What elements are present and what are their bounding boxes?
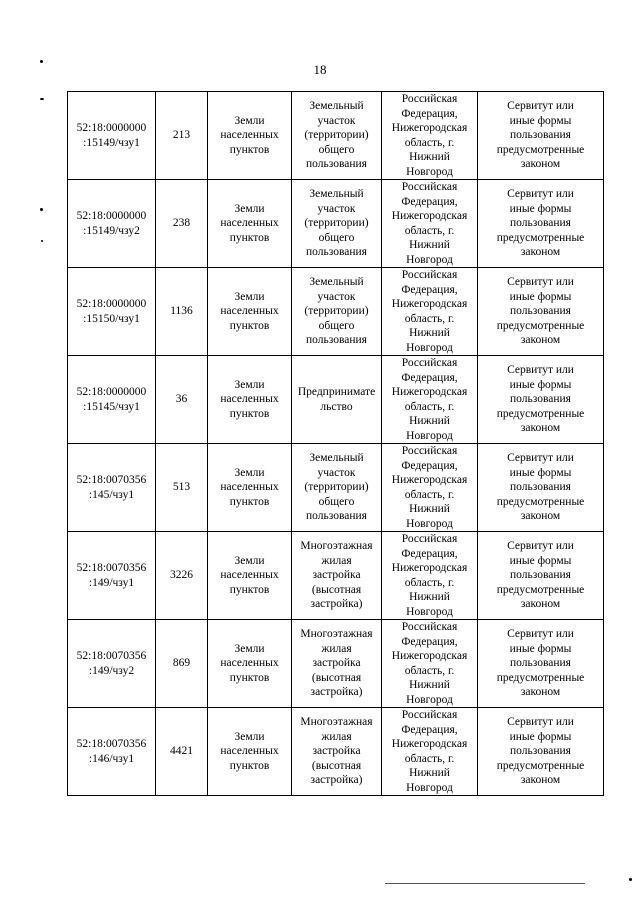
location-cell: Российская Федерация, Нижегородская область, г. Нижний Новгород — [382, 180, 478, 268]
table-row — [68, 708, 604, 796]
permitted-use-cell: Земельный участок (территории) общего пользования — [292, 444, 382, 532]
cadastral-number-cell: 52:18:0070356 :145/чзу1 — [68, 444, 156, 532]
land-parcels-table — [67, 91, 604, 796]
cadastral-number-cell: 52:18:0000000 :15149/чзу2 — [68, 180, 156, 268]
table-row — [68, 268, 604, 356]
area-cell: 869 — [156, 620, 208, 708]
right-type-cell: Сервитут или иные формы пользования предусмотренные законом — [478, 92, 604, 180]
land-category-cell: Земли населенных пунктов — [208, 620, 292, 708]
right-type-cell: Сервитут или иные формы пользования предусмотренные законом — [478, 268, 604, 356]
scan-speck — [40, 98, 44, 100]
permitted-use-cell: Многоэтажная жилая застройка (высотная застройка) — [292, 708, 382, 796]
permitted-use-cell: Земельный участок (территории) общего пользования — [292, 92, 382, 180]
right-type-cell: Сервитут или иные формы пользования предусмотренные законом — [478, 444, 604, 532]
scan-speck — [41, 240, 43, 242]
page-number: 18 — [313, 62, 327, 77]
area-cell: 238 — [156, 180, 208, 268]
area-cell: 4421 — [156, 708, 208, 796]
cadastral-number-cell: 52:18:0070356 :149/чзу1 — [68, 532, 156, 620]
area-cell: 513 — [156, 444, 208, 532]
land-category-cell: Земли населенных пунктов — [208, 268, 292, 356]
scan-speck — [40, 208, 43, 211]
area-cell: 3226 — [156, 532, 208, 620]
right-type-cell: Сервитут или иные формы пользования предусмотренные законом — [478, 620, 604, 708]
area-cell: 1136 — [156, 268, 208, 356]
land-category-cell: Земли населенных пунктов — [208, 180, 292, 268]
right-type-cell: Сервитут или иные формы пользования предусмотренные законом — [478, 180, 604, 268]
location-cell: Российская Федерация, Нижегородская область, г. Нижний Новгород — [382, 268, 478, 356]
area-cell: 213 — [156, 92, 208, 180]
permitted-use-cell: Предпринимате льство — [292, 356, 382, 444]
location-cell: Российская Федерация, Нижегородская область, г. Нижний Новгород — [382, 708, 478, 796]
table-row — [68, 620, 604, 708]
location-cell: Российская Федерация, Нижегородская область, г. Нижний Новгород — [382, 620, 478, 708]
table-row — [68, 444, 604, 532]
land-category-cell: Земли населенных пунктов — [208, 356, 292, 444]
cadastral-number-cell: 52:18:0000000 :15150/чзу1 — [68, 268, 156, 356]
right-type-cell: Сервитут или иные формы пользования предусмотренные законом — [478, 532, 604, 620]
right-type-cell: Сервитут или иные формы пользования предусмотренные законом — [478, 356, 604, 444]
permitted-use-cell: Многоэтажная жилая застройка (высотная застройка) — [292, 620, 382, 708]
location-cell: Российская Федерация, Нижегородская область, г. Нижний Новгород — [382, 356, 478, 444]
permitted-use-cell: Многоэтажная жилая застройка (высотная застройка) — [292, 532, 382, 620]
right-type-cell: Сервитут или иные формы пользования предусмотренные законом — [478, 708, 604, 796]
table-row — [68, 180, 604, 268]
location-cell: Российская Федерация, Нижегородская область, г. Нижний Новгород — [382, 532, 478, 620]
scan-speck — [629, 878, 632, 881]
cadastral-number-cell: 52:18:0070356 :149/чзу2 — [68, 620, 156, 708]
location-cell: Российская Федерация, Нижегородская область, г. Нижний Новгород — [382, 92, 478, 180]
table-row — [68, 92, 604, 180]
land-category-cell: Земли населенных пунктов — [208, 92, 292, 180]
scan-speck — [40, 60, 43, 63]
footer-rule — [385, 883, 585, 884]
land-category-cell: Земли населенных пунктов — [208, 444, 292, 532]
land-category-cell: Земли населенных пунктов — [208, 708, 292, 796]
location-cell: Российская Федерация, Нижегородская область, г. Нижний Новгород — [382, 444, 478, 532]
cadastral-number-cell: 52:18:0070356 :146/чзу1 — [68, 708, 156, 796]
area-cell: 36 — [156, 356, 208, 444]
table-row — [68, 532, 604, 620]
permitted-use-cell: Земельный участок (территории) общего пользования — [292, 180, 382, 268]
table-row — [68, 356, 604, 444]
land-category-cell: Земли населенных пунктов — [208, 532, 292, 620]
cadastral-number-cell: 52:18:0000000 :15149/чзу1 — [68, 92, 156, 180]
permitted-use-cell: Земельный участок (территории) общего пользования — [292, 268, 382, 356]
cadastral-number-cell: 52:18:0000000 :15145/чзу1 — [68, 356, 156, 444]
